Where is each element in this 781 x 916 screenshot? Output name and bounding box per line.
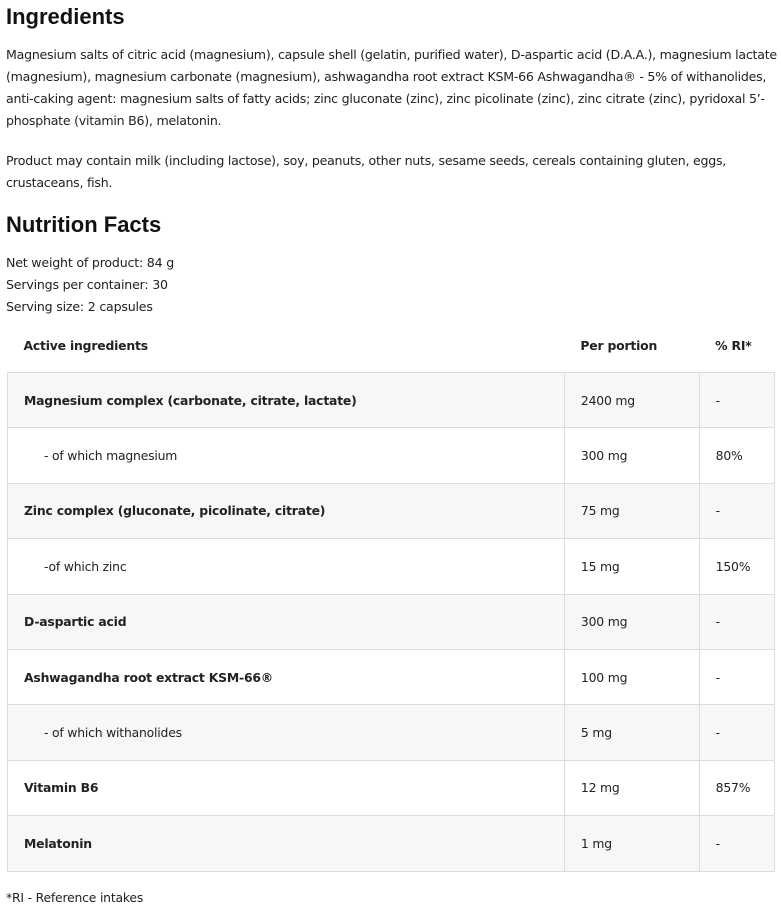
table-row (8, 649, 775, 704)
servings-per-container: Servings per container: 30 (6, 277, 168, 292)
per-portion-value: 2400 mg (564, 373, 699, 428)
serving-size: Serving size: 2 capsules (6, 299, 153, 314)
ri-value: - (699, 594, 774, 649)
ri-value: - (699, 373, 774, 428)
header-active-ingredients: Active ingredients (23, 337, 148, 353)
table-row (8, 428, 775, 483)
table-row (8, 539, 775, 594)
ingredient-name: Magnesium complex (carbonate, citrate, lactate) (8, 373, 565, 428)
per-portion-value: 12 mg (564, 760, 699, 815)
ri-value: 80% (699, 428, 774, 483)
header-ri: % RI* (715, 337, 752, 353)
per-portion-value: 5 mg (564, 705, 699, 760)
header-per-portion: Per portion (580, 337, 658, 353)
table-row (8, 705, 775, 760)
nutrition-facts-heading: Nutrition Facts (6, 212, 162, 237)
ri-footnote: *RI - Reference intakes (6, 890, 144, 905)
per-portion-value: 100 mg (564, 649, 699, 704)
ingredients-line: phosphate (vitamin B6), melatonin. (6, 113, 222, 128)
ingredient-name: D-aspartic acid (8, 594, 565, 649)
ri-value: - (699, 816, 774, 871)
nutrition-summary (6, 252, 174, 318)
ri-value: 857% (699, 760, 774, 815)
per-portion-value: 15 mg (564, 539, 699, 594)
ingredient-name: - of which withanolides (8, 705, 565, 760)
ingredient-name: - of which magnesium (8, 428, 565, 483)
allergen-line: Product may contain milk (including lactose), soy, peanuts, other nuts, sesame seeds, cereals containing gluten, eggs, (6, 153, 727, 168)
table-row (8, 483, 775, 538)
table-header-row (8, 318, 775, 373)
ingredient-name: -of which zinc (8, 539, 565, 594)
ingredients-line: anti-caking agent: magnesium salts of fatty acids; zinc gluconate (zinc), zinc picolinate (zinc), zinc citrate (zinc), pyridoxal 5’- (6, 91, 765, 106)
ri-value: 150% (699, 539, 774, 594)
ingredients-line: Magnesium salts of citric acid (magnesium), capsule shell (gelatin, purified water), D-aspartic acid (D.A.A.), magnesium lactate (6, 47, 777, 62)
per-portion-value: 1 mg (564, 816, 699, 871)
ingredient-name: Ashwagandha root extract KSM-66® (8, 649, 565, 704)
table-row (8, 816, 775, 871)
ingredient-name: Vitamin B6 (8, 760, 565, 815)
ingredients-heading: Ingredients (6, 4, 125, 29)
ingredients-paragraph (6, 44, 775, 132)
per-portion-value: 300 mg (564, 594, 699, 649)
ri-value: - (699, 483, 774, 538)
table-row (8, 594, 775, 649)
ingredient-name: Zinc complex (gluconate, picolinate, citrate) (8, 483, 565, 538)
ri-value: - (699, 705, 774, 760)
nutrition-table (7, 318, 775, 872)
ingredient-name: Melatonin (8, 816, 565, 871)
per-portion-value: 300 mg (564, 428, 699, 483)
net-weight: Net weight of product: 84 g (6, 255, 175, 270)
table-row (8, 373, 775, 428)
table-row (8, 760, 775, 815)
per-portion-value: 75 mg (564, 483, 699, 538)
allergen-paragraph (6, 150, 775, 194)
ri-value: - (699, 649, 774, 704)
ingredients-line: (magnesium), magnesium carbonate (magnesium), ashwagandha root extract KSM-66 Ashwagandha® - 5% of withanolides, (6, 69, 767, 84)
allergen-line: crustaceans, fish. (6, 175, 113, 190)
